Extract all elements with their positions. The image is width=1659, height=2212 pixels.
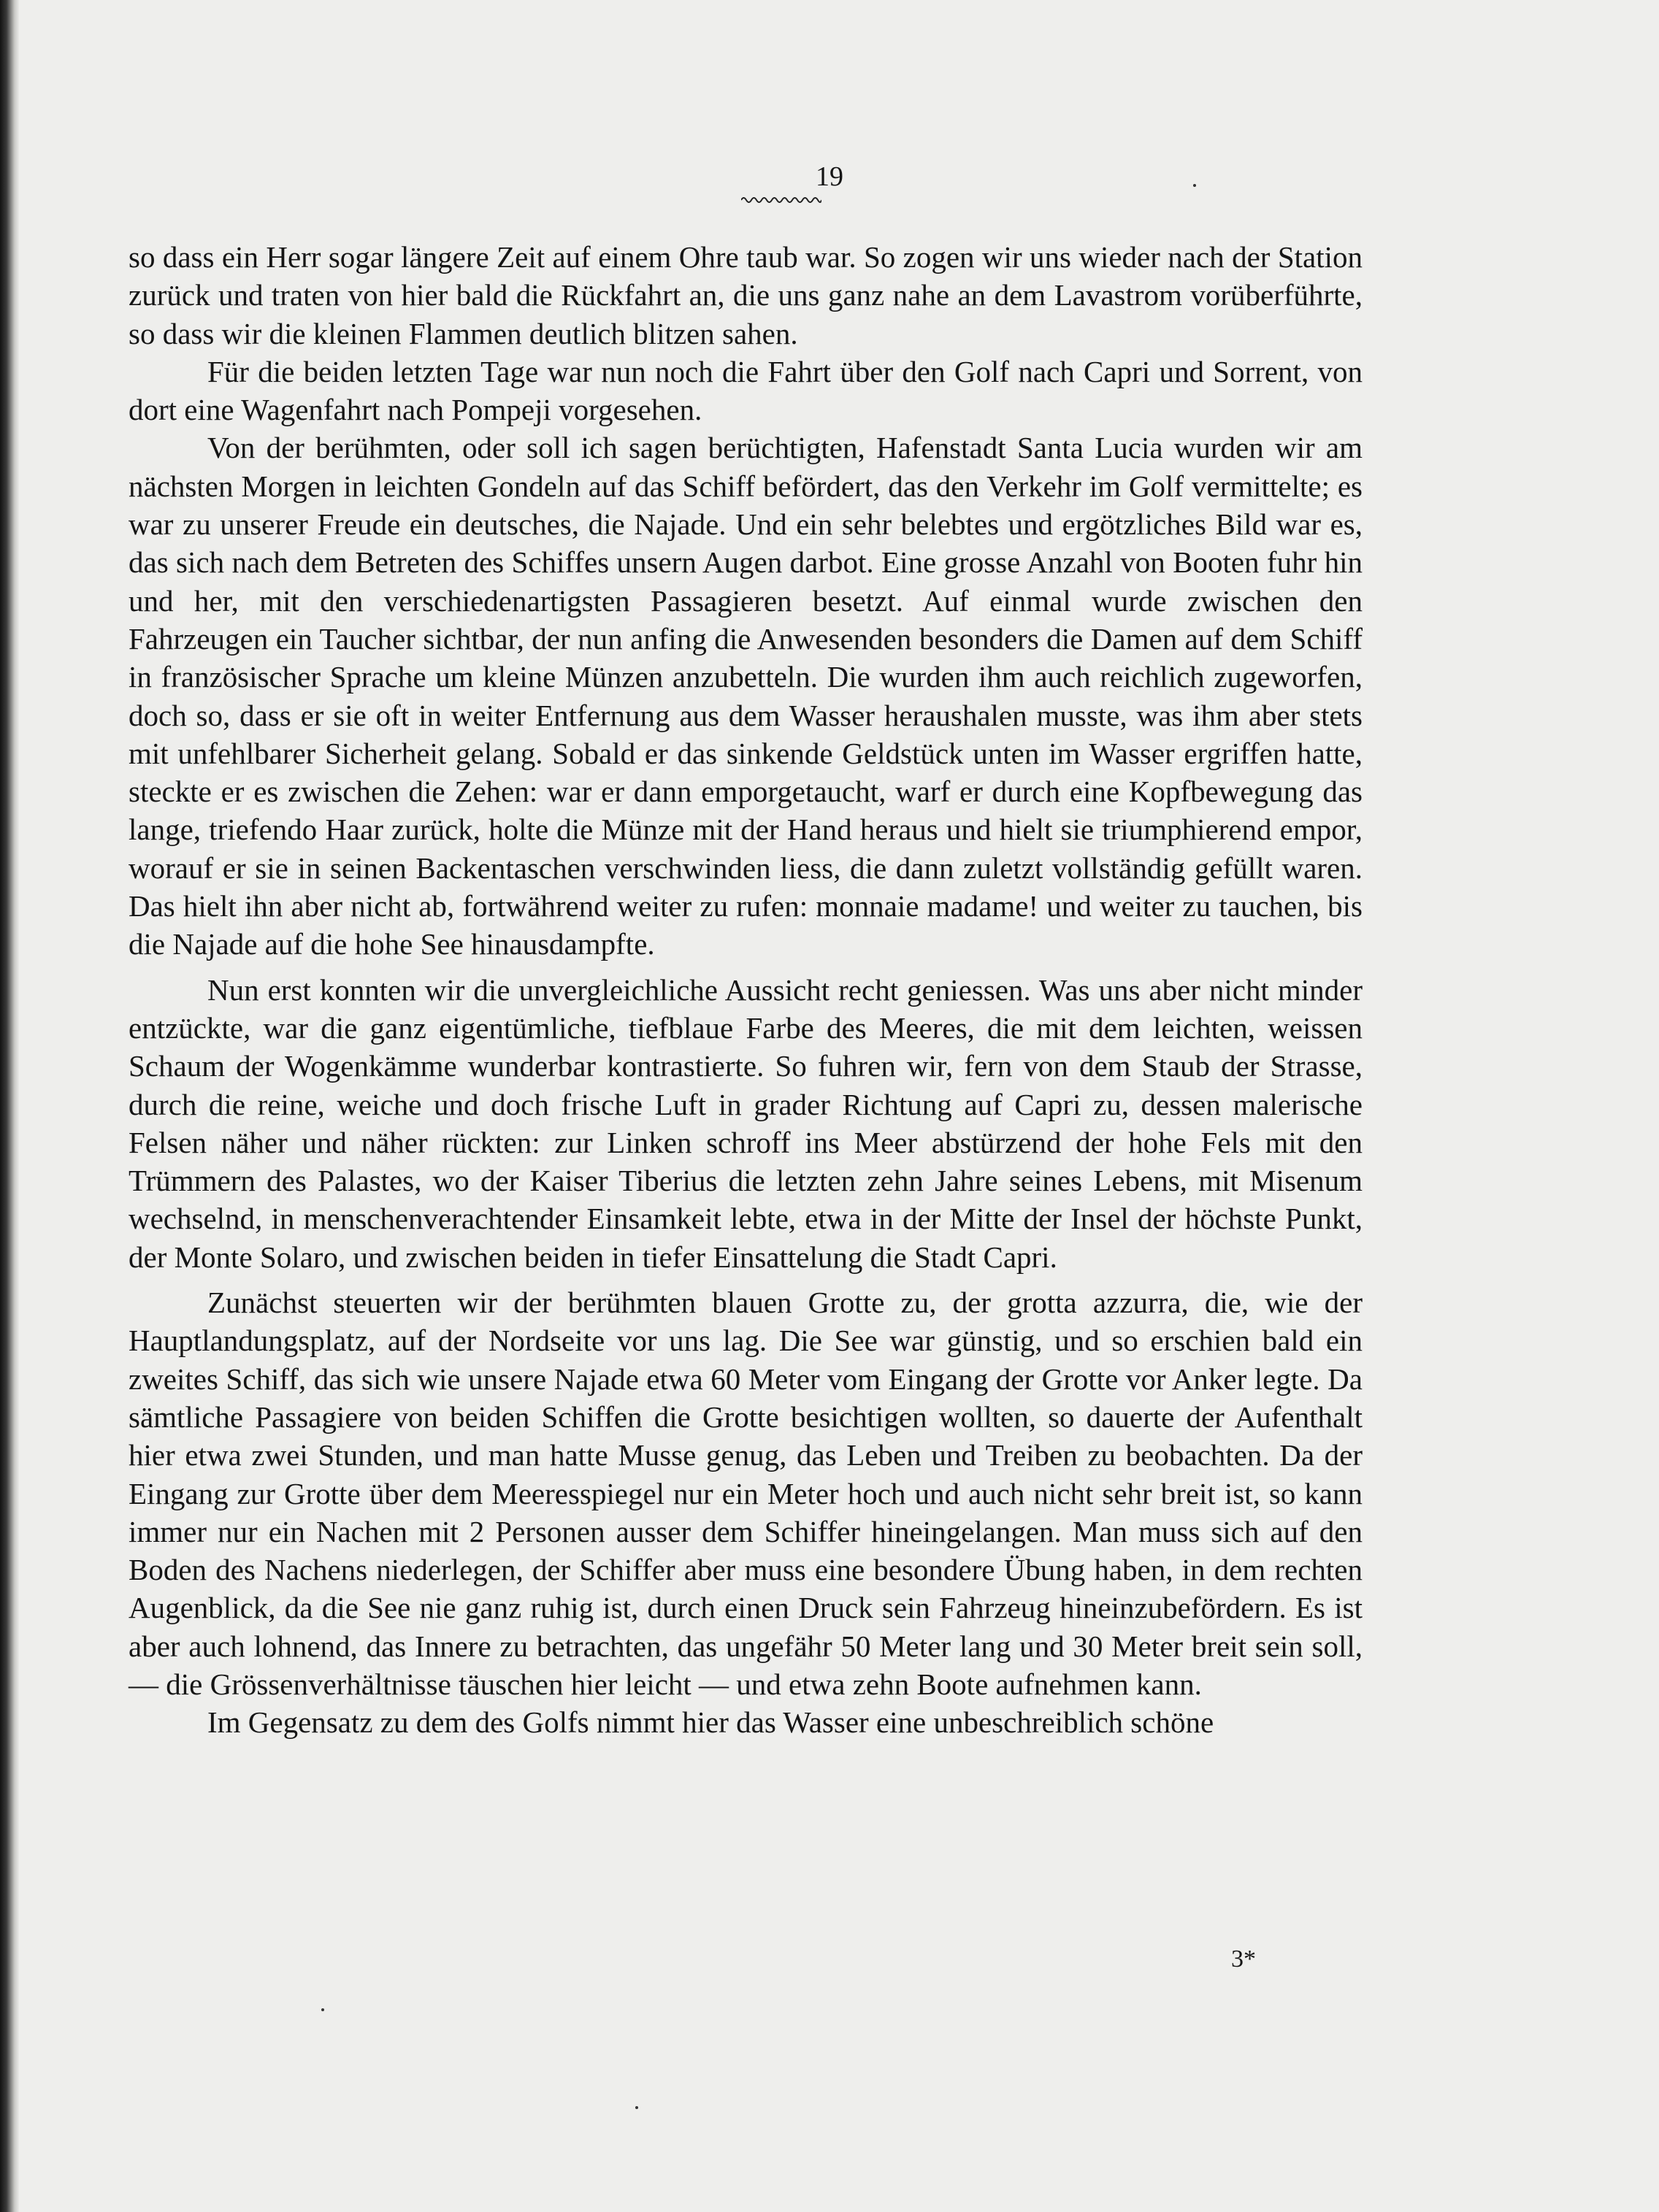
print-speck [1193,184,1196,187]
print-speck [635,2106,638,2109]
paragraph-3: Von der berühmten, oder soll ich sagen berüchtigten, Hafenstadt Santa Lucia wurden wir am nächsten Morgen in leichten Gondeln auf das Schiff befördert, das den Verkehr im Golf vermittelte; es war zu unserer Freude ein deutsches, die Najade. Und ein sehr belebtes und ergötzliches Bild war es, das sich nach dem Betreten des Schiffes unsern Augen darbot. Eine grosse Anzahl von Booten fuhr hin und her, mit den verschiedenartigsten Passagieren besetzt. Auf einmal wurde zwischen den Fahrzeugen ein Taucher sichtbar, der nun anfing die Anwesenden besonders die Damen auf dem Schiff in französischer Sprache um kleine Münzen anzubetteln. Die wurden ihm auch reichlich zugeworfen, doch so, dass er sie oft in weiter Entfernung aus dem Wasser heraushalen musste, was ihm aber stets mit unfehlbarer Sicherheit gelang. Sobald er das sinkende Geldstück unten im Wasser ergriffen hatte, steckte er es zwischen die Zehen: war er dann emporgetaucht, warf er durch eine Kopfbewegung das lange, triefendo Haar zurück, holte die Münze mit der Hand heraus und hielt sie triumphierend empor, worauf er sie in seinen Backentaschen verschwinden liess, die dann zuletzt vollständig gefüllt waren. Das hielt ihn aber nicht ab, fortwährend weiter zu rufen: monnaie madame! und weiter zu tauchen, bis die Najade auf die hohe See hinausdampfte. [129,431,1363,961]
signature-mark: 3* [1231,1946,1256,1973]
paragraph-1: so dass ein Herr sogar längere Zeit auf einem Ohre taub war. So zogen wir uns wieder nach der Station zurück und traten von hier bald die Rückfahrt an, die uns ganz nahe an dem Lavastrom vorüberführte, so dass wir die kleinen Flammen deutlich blitzen sahen. [129,240,1363,350]
page-header [0,162,1659,191]
print-speck [321,2008,324,2011]
wavy-rule-ornament [741,196,821,204]
paragraph-2: Für die beiden letzten Tage war nun noch die Fahrt über den Golf nach Capri und Sorrent, von dort eine Wagenfahrt nach Pompeji vorgesehen. [129,354,1363,427]
body-text [129,238,1363,1742]
paragraph-4: Nun erst konnten wir die unvergleichliche Aussicht recht geniessen. Was uns aber nicht minder entzückte, war die ganz eigentümliche, tiefblaue Farbe des Meeres, die mit dem leichten, weissen Schaum der Wogenkämme wunderbar kontrastierte. So fuhren wir, fern von dem Staub der Strasse, durch die reine, weiche und doch frische Luft in grader Richtung auf Capri zu, dessen malerische Felsen näher und näher rückten: zur Linken schroff ins Meer abstürzend der hohe Fels mit den Trümmern des Palastes, wo der Kaiser Tiberius die letzten zehn Jahre seines Lebens, mit Misenum wechselnd, in menschenverachtender Einsamkeit lebte, etwa in der Mitte der Insel der höchste Punkt, der Monte Solaro, und zwischen beiden in tiefer Einsattelung die Stadt Capri. [129,972,1363,1274]
paragraph-5: Zunächst steuerten wir der berühmten blauen Grotte zu, der grotta azzurra, die, wie der Hauptlandungsplatz, auf der Nordseite vor uns lag. Die See war günstig, und so erschien bald ein zweites Schiff, das sich wie unsere Najade etwa 60 Meter vom Eingang der Grotte vor Anker legte. Da sämtliche Passagiere von beiden Schiffen die Grotte besichtigen wollten, so dauerte der Aufenthalt hier etwa zwei Stunden, und man hatte Musse genug, das Leben und Treiben zu beobachten. Da der Eingang zur Grotte über dem Meeresspiegel nur ein Meter hoch und auch nicht sehr breit ist, so kann immer nur ein Nachen mit 2 Personen ausser dem Schiffer hineingelangen. Man muss sich auf den Boden des Nachens niederlegen, der Schiffer aber muss eine besondere Übung haben, in dem rechten Augenblick, da die See nie ganz ruhig ist, durch einen Druck sein Fahrzeug hineinzubefördern. Es ist aber auch lohnend, das Innere zu betrachten, das ungefähr 50 Meter lang und 30 Meter breit sein soll, — die Grössenverhältnisse täuschen hier leicht — und etwa zehn Boote aufnehmen kann. [129,1286,1363,1701]
scan-shadow-edge [0,0,19,2212]
paragraph-6: Im Gegensatz zu dem des Golfs nimmt hier das Wasser eine unbeschreiblich schöne [207,1705,1214,1740]
page-number: 19 [816,161,843,192]
